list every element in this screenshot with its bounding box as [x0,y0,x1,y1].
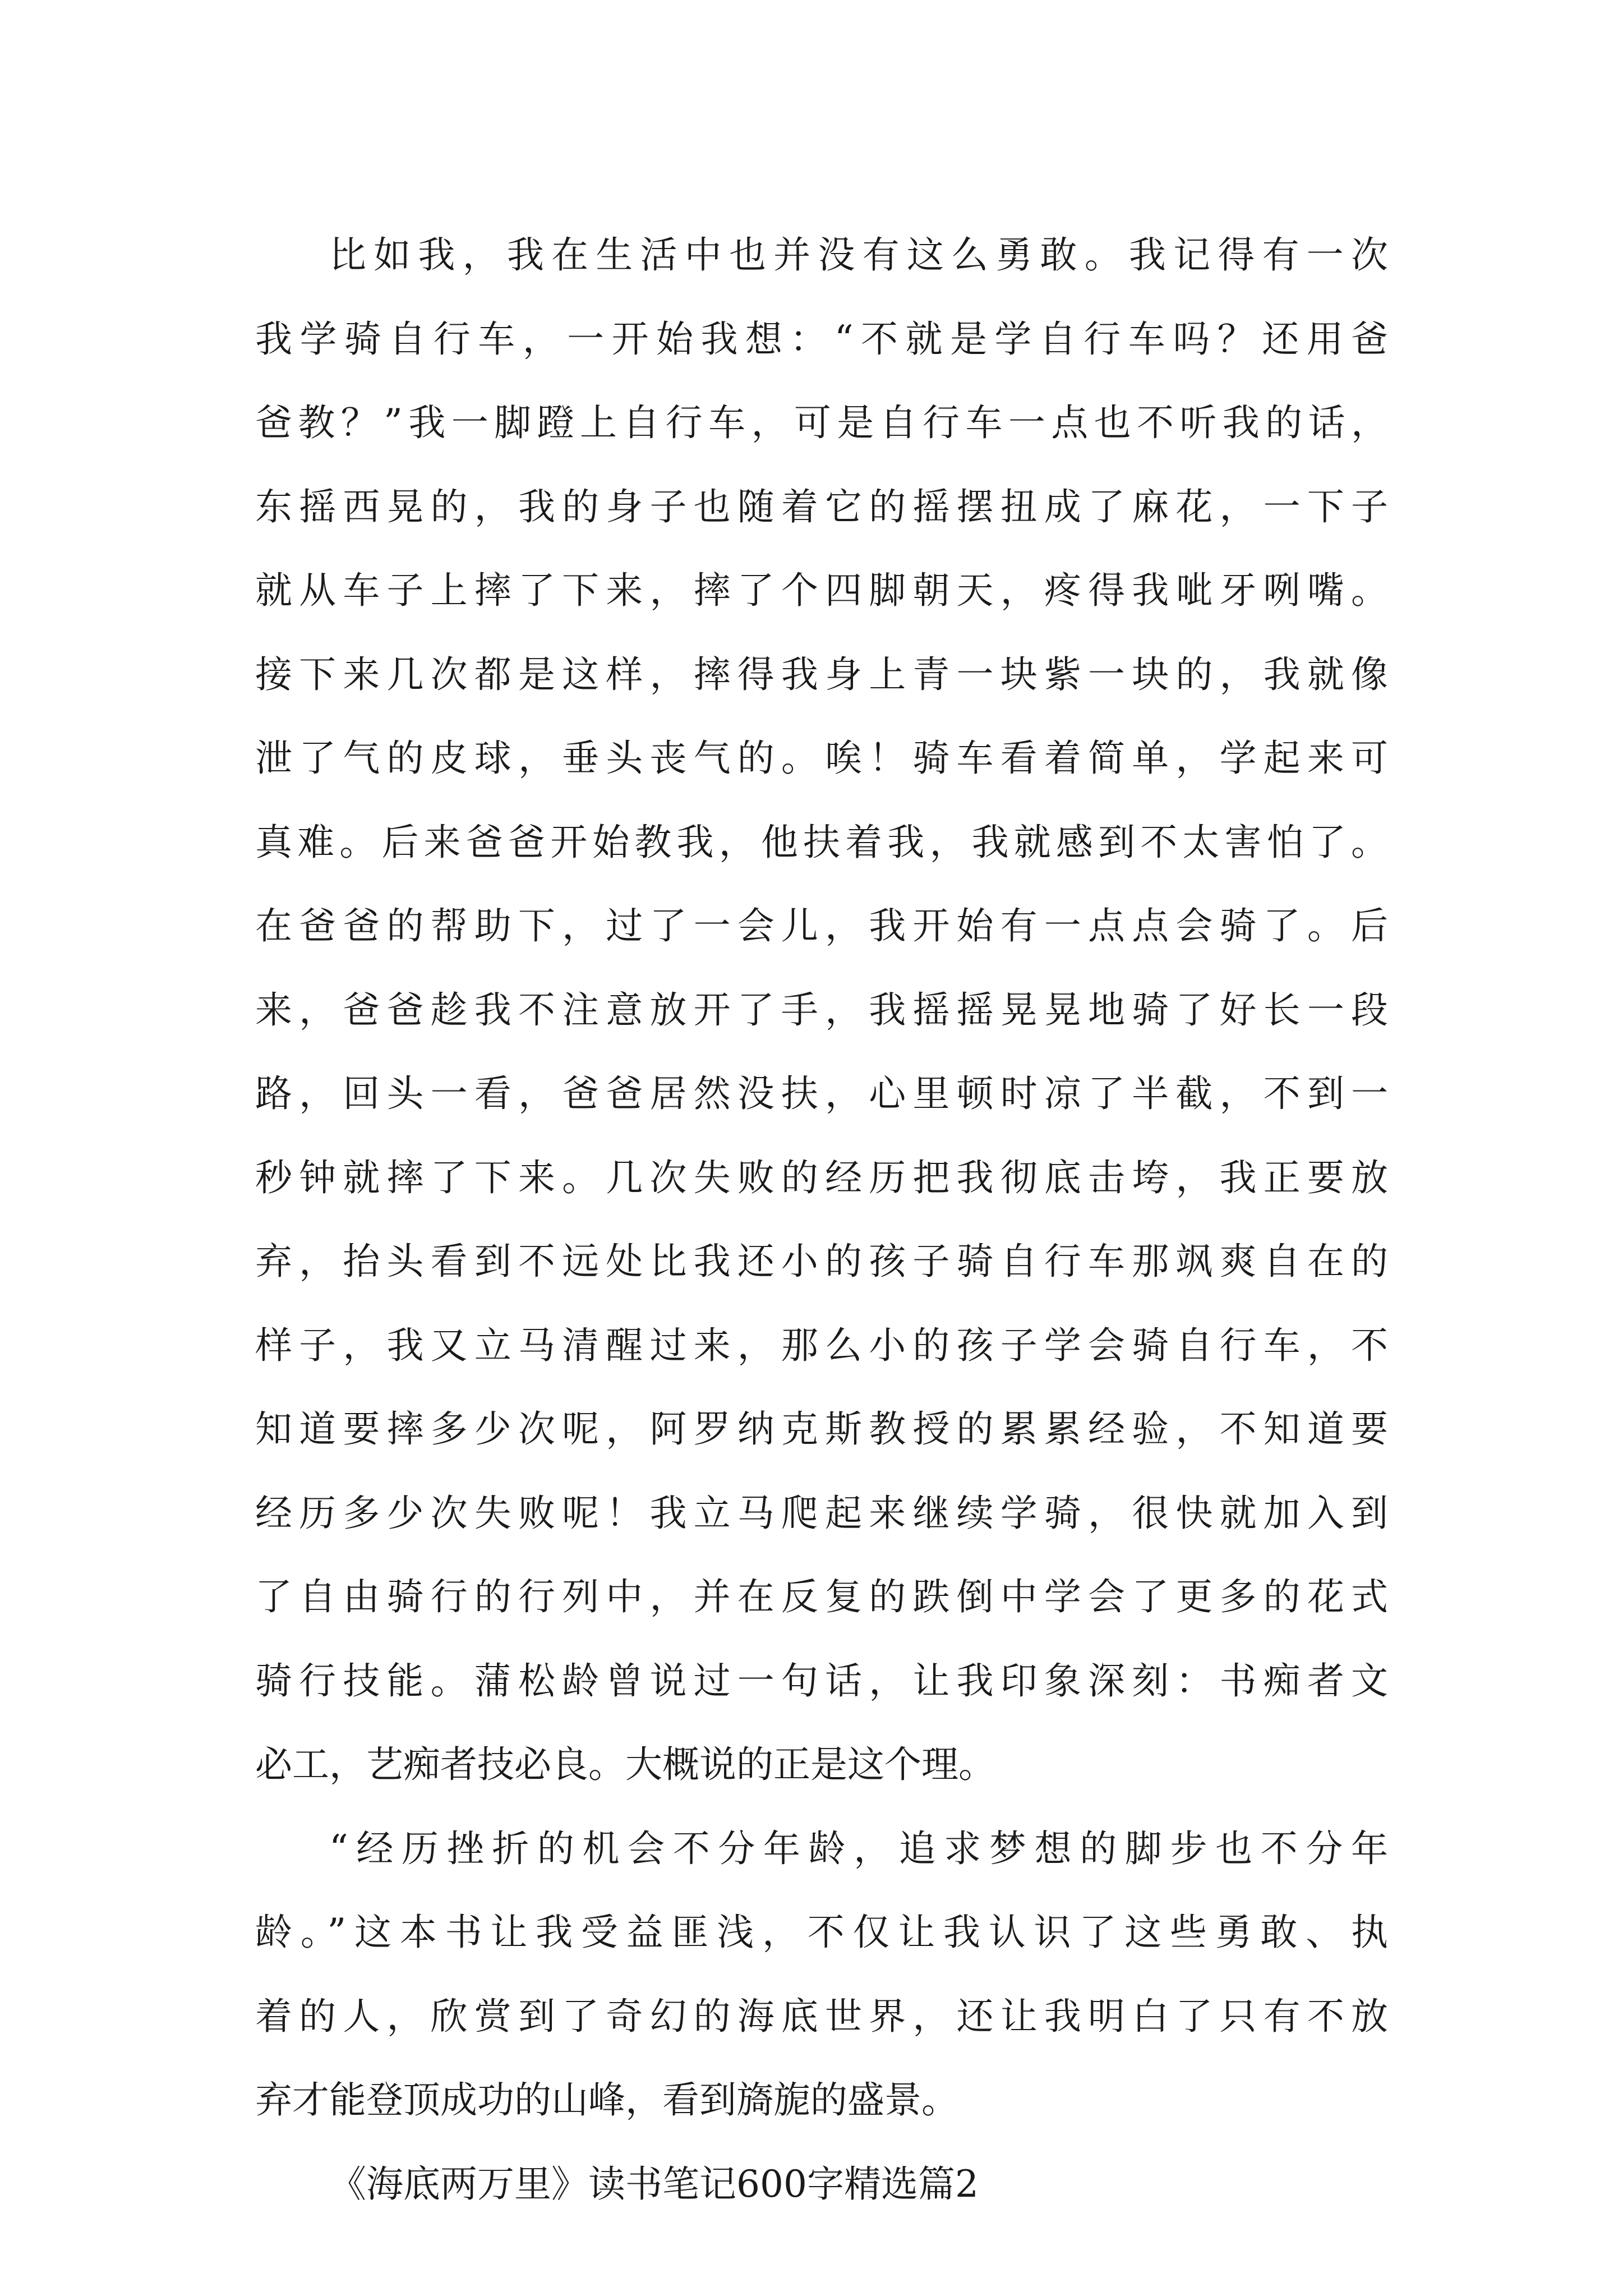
text-line: 必工，艺痴者技必良。大概说的正是这个理。 [255,1743,995,1786]
text-line: 我学骑自行车，一开始我想：“不就是学自行车吗？还用爸 [255,317,1388,361]
document-body [255,213,1388,2226]
text-line: 知道要摔多少次呢，阿罗纳克斯教授的累累经验，不知道要 [255,1407,1388,1451]
paragraph-2 [255,1807,1388,2142]
text-line: 来，爸爸趁我不注意放开了手，我摇摇晃晃地骑了好长一段 [255,988,1388,1032]
text-line: 真难。后来爸爸开始教我，他扶着我，我就感到不太害怕了。 [255,820,1388,864]
text-line: “经历挫折的机会不分年龄，追求梦想的脚步也不分年 [329,1826,1388,1870]
text-line: 骑行技能。蒲松龄曾说过一句话，让我印象深刻：书痴者文 [255,1659,1388,1703]
heading-line: 《海底两万里》读书笔记600字精选篇2 [329,2162,979,2206]
paragraph-1 [255,213,1388,1807]
text-line: 着的人，欣赏到了奇幻的海底世界，还让我明白了只有不放 [255,1994,1388,2038]
text-line: 就从车子上摔了下来，摔了个四脚朝天，疼得我呲牙咧嘴。 [255,569,1388,612]
section-heading [255,2142,1388,2226]
text-line: 龄。”这本书让我受益匪浅，不仅让我认识了这些勇敢、执 [255,1911,1388,1954]
text-line: 样子，我又立马清醒过来，那么小的孩子学会骑自行车，不 [255,1323,1388,1367]
text-line: 弃才能登顶成功的山峰，看到旖旎的盛景。 [255,2078,958,2122]
text-line: 泄了气的皮球，垂头丧气的。唉！骑车看着简单，学起来可 [255,737,1388,780]
text-line: 秒钟就摔了下来。几次失败的经历把我彻底击垮，我正要放 [255,1156,1388,1199]
text-line: 爸教？”我一脚蹬上自行车，可是自行车一点也不听我的话， [255,401,1388,444]
text-line: 东摇西晃的，我的身子也随着它的摇摆扭成了麻花，一下子 [255,485,1388,528]
text-line: 路，回头一看，爸爸居然没扶，心里顿时凉了半截，不到一 [255,1072,1388,1115]
text-line: 接下来几次都是这样，摔得我身上青一块紫一块的，我就像 [255,652,1388,696]
text-line: 经历多少次失败呢！我立马爬起来继续学骑，很快就加入到 [255,1491,1388,1535]
text-line: 了自由骑行的行列中，并在反复的跌倒中学会了更多的花式 [255,1575,1388,1618]
text-line: 在爸爸的帮助下，过了一会儿，我开始有一点点会骑了。后 [255,904,1388,947]
text-line: 弃，抬头看到不远处比我还小的孩子骑自行车那飒爽自在的 [255,1240,1388,1283]
text-line: 比如我，我在生活中也并没有这么勇敢。我记得有一次 [329,233,1388,277]
